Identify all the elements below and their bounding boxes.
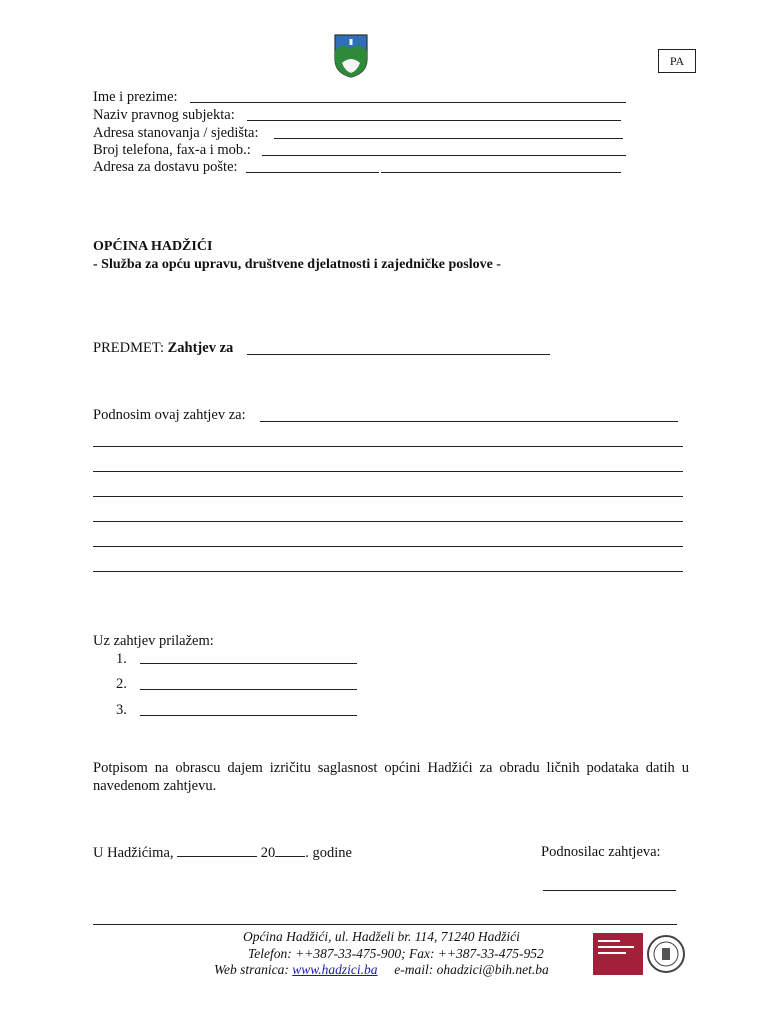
place-date-row bbox=[93, 844, 352, 862]
attachment-line-2[interactable] bbox=[140, 689, 357, 690]
field-address[interactable] bbox=[93, 124, 259, 142]
attachment-number-2: 2. bbox=[116, 676, 127, 692]
attachment-line-3[interactable] bbox=[140, 715, 357, 716]
place-label: U Hadžićima, bbox=[93, 845, 174, 861]
field-label: Adresa za dostavu pošte: bbox=[93, 159, 238, 175]
applicant-label: Podnosilac zahtjeva: bbox=[541, 844, 661, 860]
field-label: Ime i prezime: bbox=[93, 89, 178, 105]
attachment-number-1: 1. bbox=[116, 651, 127, 667]
footer-web-link[interactable]: www.hadzici.ba bbox=[292, 962, 378, 977]
request-label: Podnosim ovaj zahtjev za: bbox=[93, 407, 246, 423]
legal-entity-line bbox=[247, 120, 621, 121]
footer-phone: Telefon: ++387-33-475-900; Fax: ++387-33-475-952 bbox=[248, 946, 544, 961]
footer-divider bbox=[93, 924, 677, 925]
field-postal-address[interactable] bbox=[93, 158, 238, 176]
attachment-line-1[interactable] bbox=[140, 663, 357, 664]
request-line-6[interactable] bbox=[93, 571, 683, 572]
attachments-label: Uz zahtjev prilažem: bbox=[93, 633, 214, 649]
field-label: Adresa stanovanja / sjedišta: bbox=[93, 125, 259, 141]
footer-address: Općina Hadžići, ul. Hadželi br. 114, 71240 Hadžići bbox=[243, 929, 520, 944]
footer-web-label: Web stranica: bbox=[214, 962, 289, 977]
consent-text: Potpisom na obrascu dajem izričitu saglasnost općini Hadžići za obradu ličnih podataka datih u navedenom zahtjevu. bbox=[93, 760, 689, 794]
subject-label: PREDMET: bbox=[93, 340, 164, 356]
footer-web-row bbox=[214, 962, 549, 978]
phone-line bbox=[262, 155, 626, 156]
signature-line[interactable] bbox=[543, 890, 676, 891]
date-blank[interactable] bbox=[177, 844, 257, 857]
form-code-box: PA bbox=[658, 49, 696, 73]
certification-seal-icon bbox=[646, 933, 686, 975]
subject-line[interactable] bbox=[247, 354, 550, 355]
field-full-name[interactable] bbox=[93, 88, 178, 106]
year-prefix: 20 bbox=[260, 845, 276, 861]
coat-of-arms-icon bbox=[333, 33, 369, 79]
request-line-2[interactable] bbox=[93, 471, 683, 472]
year-blank[interactable] bbox=[275, 844, 305, 857]
request-line-1[interactable] bbox=[93, 446, 683, 447]
recipient-name: OPĆINA HADŽIĆI bbox=[93, 239, 213, 254]
field-phone[interactable] bbox=[93, 141, 251, 159]
postal-address-line-2 bbox=[381, 172, 621, 173]
footer-email: e-mail: ohadzici@bih.net.ba bbox=[394, 962, 549, 977]
attachment-number-3: 3. bbox=[116, 702, 127, 718]
subject-value: Zahtjev za bbox=[167, 340, 234, 356]
subject-row bbox=[93, 340, 233, 357]
request-line-5[interactable] bbox=[93, 546, 683, 547]
year-suffix: . godine bbox=[305, 845, 352, 861]
recipient-department: - Služba za opću upravu, društvene djelatnosti i zajedničke poslove - bbox=[93, 257, 501, 272]
request-line-4[interactable] bbox=[93, 521, 683, 522]
request-line-0[interactable] bbox=[260, 421, 678, 422]
request-line-3[interactable] bbox=[93, 496, 683, 497]
postal-address-line-1 bbox=[246, 172, 379, 173]
field-legal-entity[interactable] bbox=[93, 106, 235, 124]
field-label: Broj telefona, fax-a i mob.: bbox=[93, 142, 251, 158]
field-label: Naziv pravnog subjekta: bbox=[93, 107, 235, 123]
address-line bbox=[274, 138, 623, 139]
cert-badge bbox=[593, 933, 643, 975]
full-name-line bbox=[190, 102, 626, 103]
